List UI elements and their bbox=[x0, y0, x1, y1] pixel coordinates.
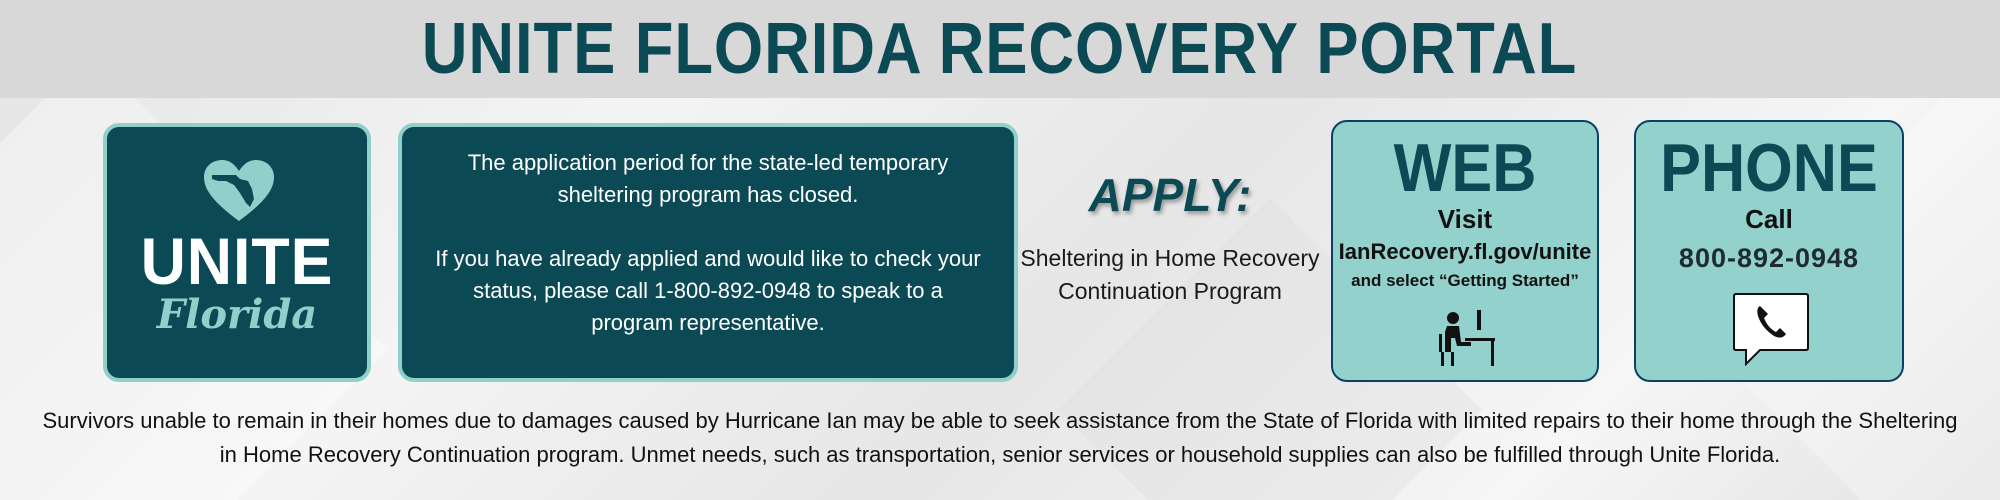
recovery-url-link[interactable]: IanRecovery.fl.gov/unite bbox=[1338, 239, 1592, 264]
apply-section bbox=[1020, 168, 1320, 308]
phone-bubble-icon bbox=[1732, 292, 1810, 368]
web-apply-card[interactable] bbox=[1331, 120, 1599, 382]
phone-heading: PHONE bbox=[1660, 130, 1878, 206]
page-title: UNITE FLORIDA RECOVERY PORTAL bbox=[422, 9, 1578, 89]
getting-started-note: and select “Getting Started” bbox=[1351, 271, 1579, 290]
logo-florida-text: Florida bbox=[156, 291, 318, 338]
unite-florida-logo bbox=[103, 123, 371, 382]
phone-number-link[interactable]: 800-892-0948 bbox=[1678, 243, 1860, 273]
header-banner bbox=[0, 0, 2000, 98]
computer-user-icon bbox=[1437, 308, 1499, 368]
notice-paragraph: If you have already applied and would like to check your status, please call 1-800-892-0948 to speak to a program representative. bbox=[435, 246, 981, 335]
notice-paragraph: The application period for the state-led temporary sheltering program has closed. bbox=[467, 150, 949, 207]
logo-unite-text: UNITE bbox=[140, 224, 334, 298]
footer-description: Survivors unable to remain in their homes due to damages caused by Hurricane Ian may be able to seek assistance from the State of Florida with limited repairs to their home through the Sheltering in Home Recovery Continuation program. Unmet needs, such as transportation, senior services or household supplies can also be fulfilled through Unite Florida. bbox=[42, 408, 1958, 467]
apply-heading: APPLY: bbox=[1088, 169, 1252, 221]
call-label: Call bbox=[1745, 204, 1793, 234]
application-closed-notice bbox=[398, 123, 1018, 382]
program-name: Sheltering in Home Recovery Continuation Program bbox=[1020, 245, 1320, 304]
web-heading: WEB bbox=[1393, 130, 1537, 206]
florida-heart-icon bbox=[202, 159, 276, 223]
phone-apply-card[interactable] bbox=[1634, 120, 1904, 382]
visit-label: Visit bbox=[1437, 204, 1493, 234]
